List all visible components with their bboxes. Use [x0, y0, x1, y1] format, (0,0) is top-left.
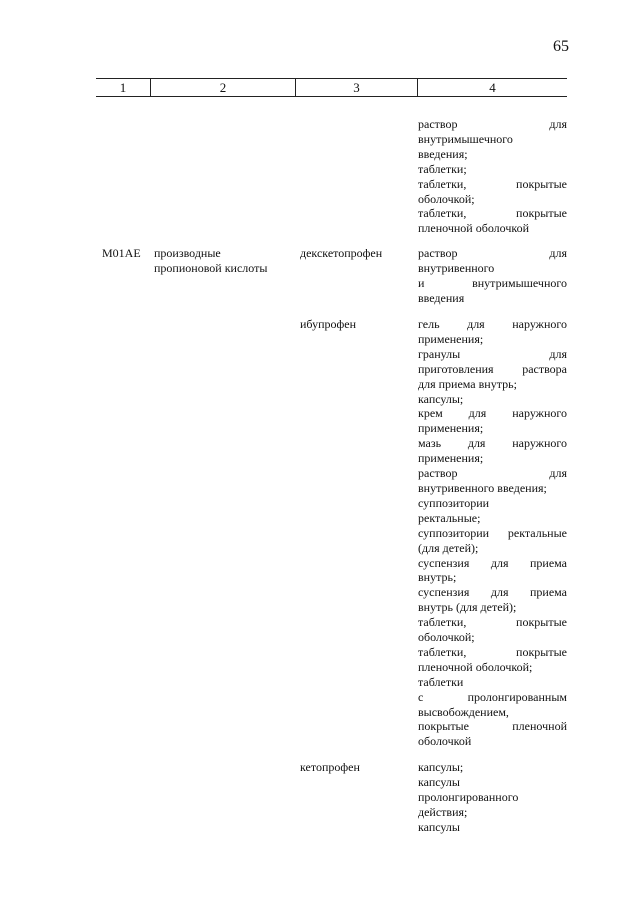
dosage-form-item — [418, 820, 567, 835]
dosage-form-line: суппозитории — [418, 495, 490, 510]
dosage-form-item — [418, 760, 567, 775]
dosage-form-line: капсулы — [418, 774, 460, 789]
dosage-forms — [418, 317, 567, 749]
dosage-form-line: таблетки, покрытые — [418, 644, 567, 659]
dosage-form-item — [418, 347, 567, 392]
dosage-form-item — [418, 246, 567, 306]
header-col-2: 2 — [150, 79, 295, 96]
dosage-form-line: таблетки, покрытые — [418, 176, 567, 191]
dosage-form-item — [418, 615, 567, 645]
header-col-4: 4 — [417, 79, 567, 96]
dosage-form-line: таблетки, покрытые — [418, 615, 567, 630]
dosage-form-line: капсулы — [418, 819, 460, 834]
dosage-form-line: ректальные; — [418, 510, 481, 525]
dosage-form-line: оболочкой; — [418, 630, 475, 645]
dosage-form-item — [418, 466, 567, 496]
dosage-form-line: внутрь; — [418, 570, 457, 585]
dosage-form-line: приготовления раствора — [418, 361, 567, 376]
dosage-form-item — [418, 392, 567, 407]
group-name — [154, 246, 284, 276]
dosage-form-line: внутримышечного — [418, 131, 513, 146]
dosage-form-line: применения; — [418, 331, 484, 346]
dosage-form-item — [418, 206, 567, 236]
dosage-form-line: суппозитории ректальные — [418, 525, 567, 540]
header-col-3: 3 — [295, 79, 417, 96]
drug-name: кетопрофен — [300, 760, 360, 774]
dosage-form-line: мазь для наружного — [418, 436, 567, 451]
dosage-form-item — [418, 317, 567, 347]
dosage-form-item — [418, 556, 567, 586]
dosage-form-line: капсулы; — [418, 760, 464, 774]
dosage-form-line: таблетки, покрытые — [418, 206, 567, 221]
dosage-form-item — [418, 436, 567, 466]
dosage-form-line: капсулы; — [418, 391, 464, 406]
dosage-form-line: покрытые пленочной — [418, 719, 567, 734]
dosage-form-line: таблетки; — [418, 161, 467, 176]
dosage-form-item — [418, 775, 567, 820]
dosage-form-line: и внутримышечного — [418, 275, 567, 290]
page-number: 65 — [553, 38, 569, 55]
dosage-form-line: применения; — [418, 451, 484, 466]
dosage-form-line: введения — [418, 290, 465, 305]
dosage-form-line: с пролонгированным — [418, 689, 567, 704]
dosage-form-item — [418, 526, 567, 556]
dosage-form-item — [418, 675, 567, 750]
dosage-form-line: высвобождением, — [418, 704, 509, 719]
dosage-forms — [418, 246, 567, 306]
dosage-form-item — [418, 645, 567, 675]
dosage-form-line: внутривенного — [418, 260, 495, 275]
dosage-form-item — [418, 162, 567, 177]
table-header-row — [96, 78, 567, 97]
dosage-forms — [418, 760, 567, 835]
dosage-form-item — [418, 585, 567, 615]
dosage-form-line: пленочной оболочкой — [418, 221, 530, 236]
dosage-form-line: крем для наружного — [418, 406, 567, 421]
dosage-form-line: раствор для — [418, 246, 567, 260]
dosage-form-line: гранулы для — [418, 346, 567, 361]
atc-code: M01AE — [102, 246, 141, 260]
dosage-form-line: введения; — [418, 146, 468, 161]
header-col-1: 1 — [119, 80, 127, 95]
dosage-form-line: гель для наружного — [418, 317, 567, 331]
dosage-form-line: внутривенного введения; — [418, 480, 547, 495]
dosage-form-line: применения; — [418, 421, 484, 436]
drug-name: декскетопрофен — [300, 246, 383, 260]
dosage-form-line: раствор для — [418, 466, 567, 481]
group-name-line: пропионовой кислоты — [154, 260, 268, 275]
dosage-form-line: внутрь (для детей); — [418, 600, 517, 615]
dosage-form-item — [418, 406, 567, 436]
dosage-form-line: таблетки — [418, 674, 464, 689]
dosage-form-line: пленочной оболочкой; — [418, 659, 533, 674]
dosage-form-line: для приема внутрь; — [418, 376, 517, 391]
dosage-form-line: раствор для — [418, 117, 567, 131]
dosage-forms — [418, 117, 567, 236]
dosage-form-item — [418, 496, 567, 526]
group-name-line: производные — [154, 246, 221, 260]
dosage-form-line: оболочкой — [418, 734, 472, 749]
dosage-form-line: оболочкой; — [418, 191, 475, 206]
dosage-form-line: пролонгированного — [418, 789, 519, 804]
dosage-form-item — [418, 117, 567, 162]
dosage-form-line: (для детей); — [418, 540, 479, 555]
dosage-form-line: суспензия для приема — [418, 585, 567, 600]
dosage-form-line: суспензия для приема — [418, 555, 567, 570]
drug-name: ибупрофен — [300, 317, 357, 331]
dosage-form-item — [418, 177, 567, 207]
dosage-form-line: действия; — [418, 804, 468, 819]
